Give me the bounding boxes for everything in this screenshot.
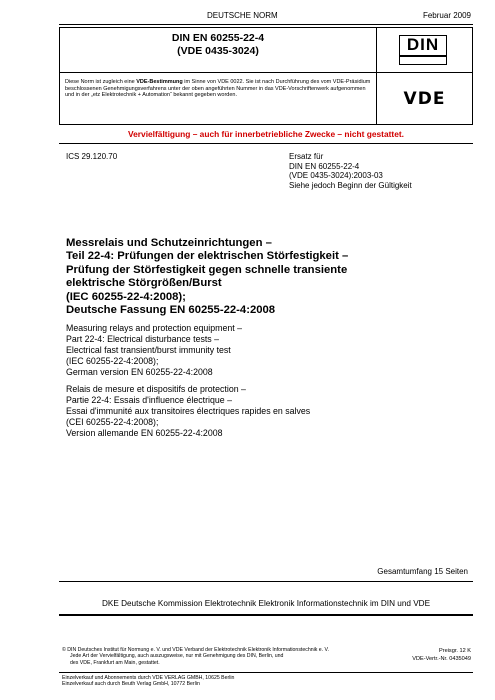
title-block xyxy=(59,27,473,125)
english-title-line: German version EN 60255-22-4:2008 xyxy=(66,366,213,377)
header-date: Februar 2009 xyxy=(422,11,471,20)
din-logo-underline xyxy=(399,55,447,57)
vde-number: (VDE 0435-3024) xyxy=(177,44,259,57)
replacement-line: Siehe jedoch Beginn der Gültigkeit xyxy=(289,180,412,190)
replacement-line: Ersatz für xyxy=(289,152,324,161)
din-number: DIN EN 60255-22-4 xyxy=(171,32,265,44)
french-title-line: Essai d'immunité aux transitoires électriques rapides en salves xyxy=(66,405,311,416)
copyright-line: © DIN Deutsches Institut für Normung e. V. und VDE Verband der Elektrotechnik Elektronik Informationstechnik e. V. xyxy=(62,647,329,653)
english-title-line: Measuring relays and protection equipment – xyxy=(66,323,243,333)
replacement-line: (VDE 0435-3024):2003-03 xyxy=(289,171,383,181)
french-title-line: Relais de mesure et dispositifs de protection – xyxy=(66,384,246,394)
french-title-line: Version allemande EN 60255-22-4:2008 xyxy=(66,427,223,438)
vde-notice xyxy=(65,79,371,99)
price-info xyxy=(412,647,471,663)
header-divider xyxy=(59,24,473,25)
footer-divider xyxy=(59,672,473,673)
copyright-warning: Vervielfältigung – auch für innerbetriebliche Zwecke – nicht gestattet. xyxy=(128,129,404,139)
vde-logo-text: VDE xyxy=(403,88,446,109)
english-title-line: (IEC 60255-22-4:2008); xyxy=(66,355,159,366)
sales-line: Einzelverkauf auch durch Beuth Verlag GmbH, 10772 Berlin xyxy=(62,681,200,688)
copyright-notice xyxy=(62,647,392,666)
french-title xyxy=(66,384,310,439)
german-title-line: Messrelais und Schutzeinrichtungen – xyxy=(66,237,272,249)
english-title-line: Electrical fast transient/burst immunity test xyxy=(66,344,231,355)
replacement-line: DIN EN 60255-22-4 xyxy=(289,161,360,171)
french-title-line: Partie 22-4: Essais d'influence électrique – xyxy=(66,394,232,405)
german-title-line: (IEC 60255-22-4:2008); xyxy=(66,290,186,303)
german-title-line: Deutsche Fassung EN 60255-22-4:2008 xyxy=(66,304,276,317)
vde-logo xyxy=(377,73,472,124)
sales-line: Einzelverkauf und Abonnements durch VDE VERLAG GMBH, 10625 Berlin xyxy=(62,675,235,681)
dke-divider xyxy=(59,614,473,616)
copyright-line: Jede Art der Vervielfältigung, auch auszugsweise, nur mit Genehmigung des DIN, Berlin, und xyxy=(70,653,284,660)
english-title-line: Part 22-4: Electrical disturbance tests – xyxy=(66,333,220,344)
dke-line: DKE Deutsche Kommission Elektrotechnik Elektronik Informationstechnik im DIN und VDE xyxy=(101,599,431,608)
vde-notice-text-b: im Sinne von VDE 0022. Sie ist nach Durchführung des vom VDE-Präsidium beschlossenen Genehmigungsverfahrens unter der oben angeführten Nummer in das VDE-Vorschriftenwerk aufgenommen und in der „etz Elektrotechnik + Automation“ bekannt gegeben worden. xyxy=(65,79,371,99)
vde-notice-text-a: Diese Norm ist zugleich eine xyxy=(65,79,137,85)
total-pages: Gesamtumfang 15 Seiten xyxy=(377,567,468,576)
french-title-line: (CEI 60255-22-4:2008); xyxy=(66,416,159,427)
din-logo-text: DIN xyxy=(406,35,440,54)
copyright-line: des VDE, Frankfurt am Main, gestattet. xyxy=(70,659,160,666)
german-title-line: elektrische Störgrößen/Burst xyxy=(66,277,222,290)
din-logo xyxy=(377,28,472,72)
english-title xyxy=(66,323,242,378)
warning-divider xyxy=(59,143,473,144)
german-title xyxy=(66,237,348,317)
pages-divider xyxy=(59,581,473,582)
price-group: Preisgr. 12 K xyxy=(438,648,471,654)
vde-notice-bold: VDE-Bestimmung xyxy=(136,79,183,85)
order-number: VDE-Vertr.-Nr. 0435049 xyxy=(412,656,471,662)
german-title-line: Teil 22-4: Prüfungen der elektrischen Störfestigkeit – xyxy=(66,250,349,263)
replacement-info xyxy=(289,152,412,190)
ics-code: ICS 29.120.70 xyxy=(66,152,118,161)
german-title-line: Prüfung der Störfestigkeit gegen schnelle transiente xyxy=(66,263,348,276)
sales-info xyxy=(62,675,234,688)
header-norm-label: DEUTSCHE NORM xyxy=(207,11,278,20)
